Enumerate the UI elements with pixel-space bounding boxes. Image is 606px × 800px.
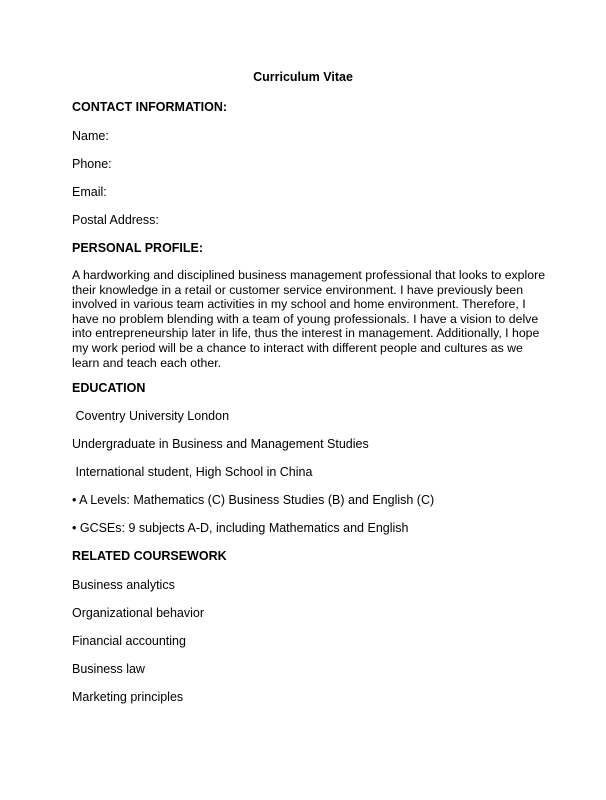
profile-line: my work period will be a chance to interact with different people and cultures as we xyxy=(72,340,523,355)
profile-line: their knowledge in a retail or customer service environment. I have previously been xyxy=(72,282,524,297)
coursework-item: Business law xyxy=(72,662,145,676)
phone-label: Phone: xyxy=(72,157,112,171)
education-line: Coventry University London xyxy=(72,409,230,423)
postal-address-label: Postal Address: xyxy=(72,213,159,227)
education-line: International student, High School in China xyxy=(72,465,313,479)
education-line: Undergraduate in Business and Management Studies xyxy=(72,437,369,451)
name-label: Name: xyxy=(72,129,109,143)
profile-line: learn and teach each other. xyxy=(72,355,222,370)
coursework-item: Financial accounting xyxy=(72,634,186,648)
profile-line: involved in various team activities in my school and home environment. Therefore, I xyxy=(72,297,526,312)
education-heading: EDUCATION xyxy=(72,381,146,395)
coursework-heading: RELATED COURSEWORK xyxy=(72,549,227,563)
profile-line: have no problem blending with a team of young professionals. I have a vision to delve xyxy=(72,311,539,326)
coursework-item: Organizational behavior xyxy=(72,606,205,620)
profile-line: into entrepreneurship later in life, thus the interest in management. Additionally, I hope xyxy=(72,326,540,341)
personal-profile-heading: PERSONAL PROFILE: xyxy=(72,241,204,255)
personal-profile-text xyxy=(72,268,546,370)
education-line: • A Levels: Mathematics (C) Business Studies (B) and English (C) xyxy=(72,493,435,507)
coursework-item: Business analytics xyxy=(72,578,175,592)
profile-line: A hardworking and disciplined business management professional that looks to explore xyxy=(72,268,546,282)
contact-heading: CONTACT INFORMATION: xyxy=(72,100,228,114)
coursework-item: Marketing principles xyxy=(72,690,184,704)
education-line: • GCSEs: 9 subjects A-D, including Mathematics and English xyxy=(72,521,409,535)
email-label: Email: xyxy=(72,185,107,199)
document-title: Curriculum Vitae xyxy=(253,70,353,84)
